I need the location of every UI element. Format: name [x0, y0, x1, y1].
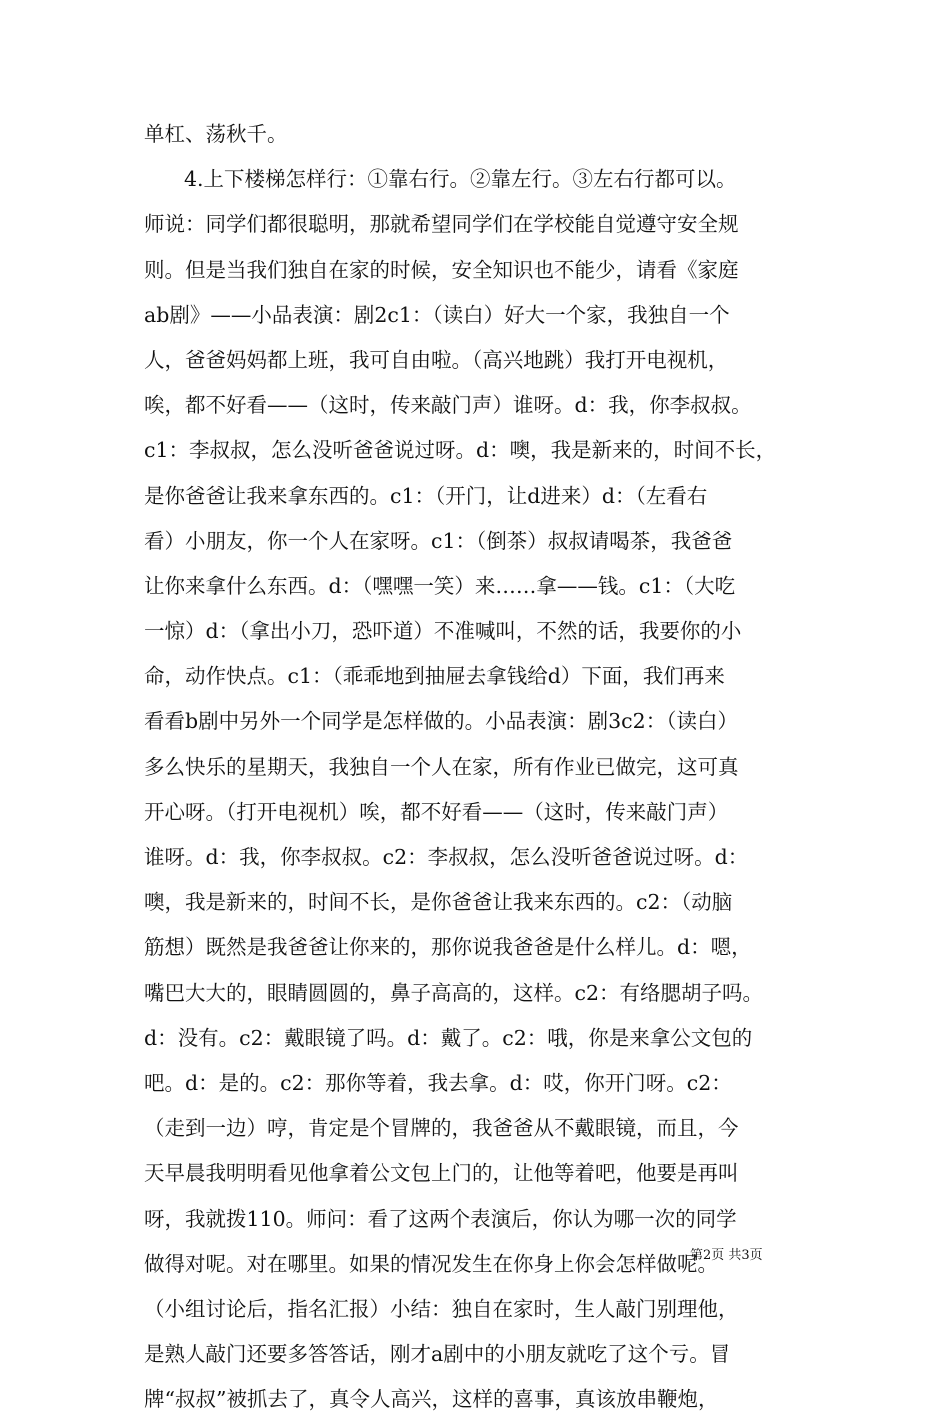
- text-line: 是你爸爸让我来拿东西的。c1：（开门，让d进来）d：（左看右: [144, 483, 708, 508]
- text-line: 师说：同学们都很聪明，那就希望同学们在学校能自觉遵守安全规: [144, 212, 739, 237]
- text-line: 呀，我就拨110。师问：看了这两个表演后，你认为哪一次的同学: [144, 1206, 737, 1231]
- text-line: ab剧》——小品表演：剧2c1：（读白）好大一个家，我独自一个: [144, 302, 730, 327]
- text-line: 看）小朋友，你一个人在家呀。c1：（倒茶）叔叔请喝茶，我爸爸: [144, 528, 733, 553]
- text-line: 4.上下楼梯怎样行：①靠右行。②靠左行。③左右行都可以。: [184, 167, 737, 192]
- page-number-footer: 第2页 共3页: [690, 1248, 763, 1263]
- text-line: 多么快乐的星期天，我独自一个人在家，所有作业已做完，这可真: [144, 754, 739, 779]
- text-line: 天早晨我明明看见他拿着公文包上门的，让他等着吧，他要是再叫: [144, 1161, 739, 1186]
- text-line: 单杠、荡秋千。: [144, 122, 288, 146]
- text-line: d：没有。c2：戴眼镜了吗。d：戴了。c2：哦，你是来拿公文包的: [144, 1025, 753, 1050]
- text-line: 牌“叔叔”被抓去了，真令人高兴，这样的喜事，真该放串鞭炮，: [144, 1387, 719, 1412]
- text-line: （小组讨论后，指名汇报）小结：独自在家时，生人敲门别理他，: [144, 1296, 739, 1321]
- text-line: 谁呀。d：我，你李叔叔。c2：李叔叔，怎么没听爸爸说过呀。d：: [144, 845, 749, 869]
- text-line: 让你来拿什么东西。d：（嘿嘿一笑）来……拿——钱。c1：（大吃: [144, 573, 736, 598]
- text-line: 噢，我是新来的，时间不长，是你爸爸让我来东西的。c2：（动脑: [144, 890, 733, 915]
- text-line: 一惊）d：（拿出小刀，恐吓道）不准喊叫，不然的话，我要你的小: [144, 619, 742, 644]
- text-line: 则。但是当我们独自在家的时候，安全知识也不能少，请看《家庭: [144, 257, 739, 282]
- text-line: 开心呀。（打开电视机）唉，都不好看——（这时，传来敲门声）: [144, 799, 729, 824]
- text-line: 看看b剧中另外一个同学是怎样做的。小品表演：剧3c2：（读白）: [144, 709, 738, 734]
- text-line: 吧。d：是的。c2：那你等着，我去拿。d：哎，你开门呀。c2：: [144, 1070, 732, 1095]
- text-line: 筋想）既然是我爸爸让你来的，那你说我爸爸是什么样儿。d：嗯，: [144, 935, 752, 960]
- text-line: 是熟人敲门还要多答答话，刚才a剧中的小朋友就吃了这个亏。冒: [144, 1342, 731, 1367]
- text-line: 做得对呢。对在哪里。如果的情况发生在你身上你会怎样做呢。: [144, 1251, 718, 1276]
- body-text: [144, 112, 824, 1422]
- text-line: c1：李叔叔，怎么没听爸爸说过呀。d：噢，我是新来的，时间不长，: [144, 438, 777, 463]
- text-line: 唉，都不好看——（这时，传来敲门声）谁呀。d：我，你李叔叔。: [144, 393, 752, 418]
- text-line: 人，爸爸妈妈都上班，我可自由啦。（高兴地跳）我打开电视机，: [144, 347, 729, 372]
- text-line: 嘴巴大大的，眼睛圆圆的，鼻子高高的，这样。c2：有络腮胡子吗。: [144, 980, 764, 1005]
- text-line: 命，动作快点。c1：（乖乖地到抽屉去拿钱给d）下面，我们再来: [144, 664, 725, 689]
- text-line: （走到一边）哼，肯定是个冒牌的，我爸爸从不戴眼镜，而且，今: [144, 1116, 739, 1141]
